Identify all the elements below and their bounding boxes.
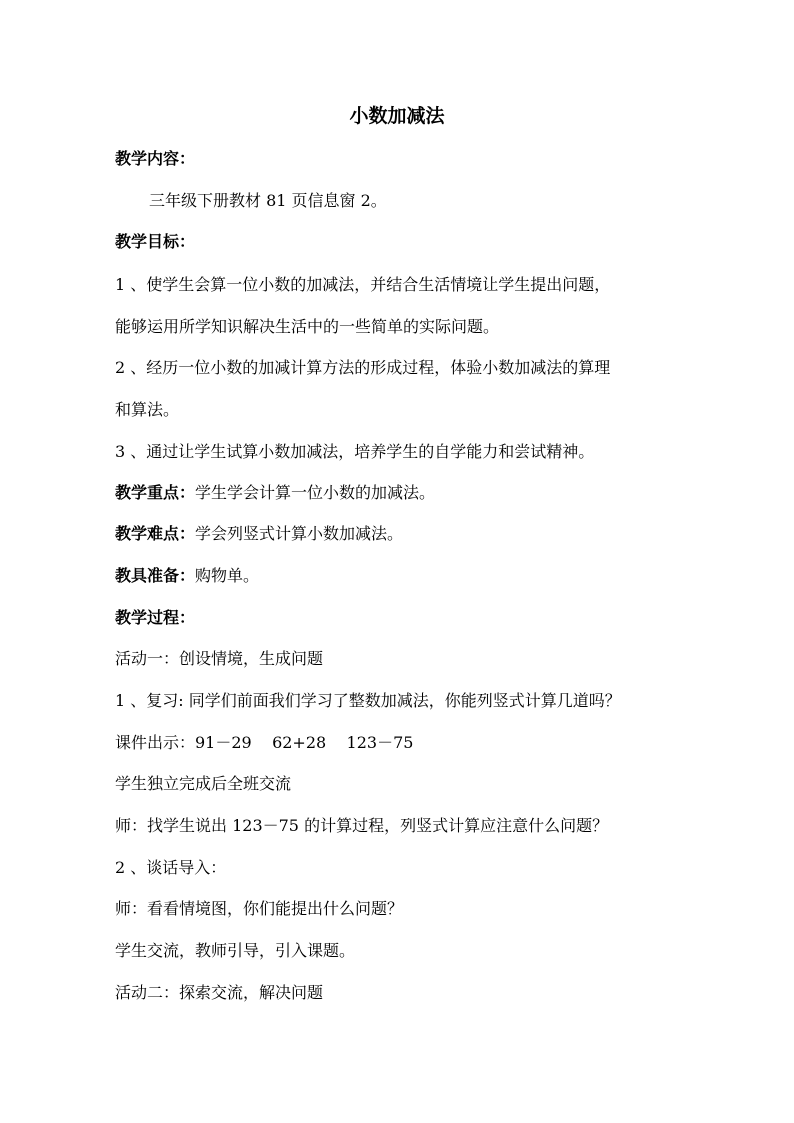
paragraph-line — [149, 189, 387, 213]
line-text: 师：看看情境图，你们能提出什么问题？ — [115, 899, 404, 918]
line-text: 和算法。 — [115, 400, 180, 419]
line-text: 学会列竖式计算小数加减法。 — [195, 524, 404, 543]
section-heading-goals — [115, 230, 195, 254]
materials-line — [115, 564, 259, 588]
line-text: 2 、经历一位小数的加减计算方法的形成过程，体验小数加减法的算理 — [115, 358, 611, 377]
line-label: 教学重点： — [115, 483, 196, 502]
line-text: 三年级下册教材 81 页信息窗 2。 — [149, 191, 387, 210]
line-label: 教学目标： — [115, 232, 196, 251]
paragraph-line — [115, 731, 413, 755]
line-text: 学生学会计算一位小数的加减法。 — [195, 483, 436, 502]
paragraph-line — [115, 398, 179, 422]
line-text: 2 、谈话导入： — [115, 858, 227, 877]
paragraph-line — [115, 772, 291, 796]
line-text: 能够运用所学知识解决生活中的一些简单的实际问题。 — [115, 317, 500, 336]
line-label: 教学过程： — [115, 608, 196, 627]
line-text: 活动二：探索交流，解决问题 — [115, 983, 324, 1002]
line-text: 3 、通过让学生试算小数加减法，培养学生的自学能力和尝试精神。 — [115, 442, 595, 461]
paragraph-line — [115, 981, 323, 1005]
document-title: 小数加减法 — [349, 105, 445, 127]
section-heading-process — [115, 606, 195, 630]
paragraph-line — [115, 273, 610, 297]
line-text: 师：找学生说出 123－75 的计算过程，列竖式计算应注意什么问题？ — [115, 816, 609, 835]
paragraph-line — [115, 647, 323, 671]
paragraph-line — [115, 440, 594, 464]
difficulty-line — [115, 522, 403, 546]
line-text: 学生交流，教师引导，引入课题。 — [115, 941, 356, 960]
line-text: 1 、复习: 同学们前面我们学习了整数加减法，你能列竖式计算几道吗？ — [115, 691, 621, 710]
line-text: 1 、使学生会算一位小数的加减法，并结合生活情境让学生提出问题， — [115, 275, 611, 294]
paragraph-line — [115, 814, 608, 838]
section-heading-content — [115, 147, 195, 171]
line-text: 课件出示：91－29 62+28 123－75 — [115, 733, 414, 752]
paragraph-line — [115, 689, 621, 713]
line-label: 教学难点： — [115, 524, 196, 543]
paragraph-line — [115, 315, 499, 339]
paragraph-line — [115, 356, 610, 380]
key-point-line — [115, 481, 435, 505]
line-text: 学生独立完成后全班交流 — [115, 774, 292, 793]
line-text: 活动一：创设情境，生成问题 — [115, 649, 324, 668]
paragraph-line — [115, 897, 403, 921]
paragraph-line — [115, 939, 355, 963]
line-label: 教学内容： — [115, 149, 196, 168]
paragraph-line — [115, 856, 226, 880]
line-text: 购物单。 — [195, 566, 260, 585]
line-label: 教具准备： — [115, 566, 196, 585]
